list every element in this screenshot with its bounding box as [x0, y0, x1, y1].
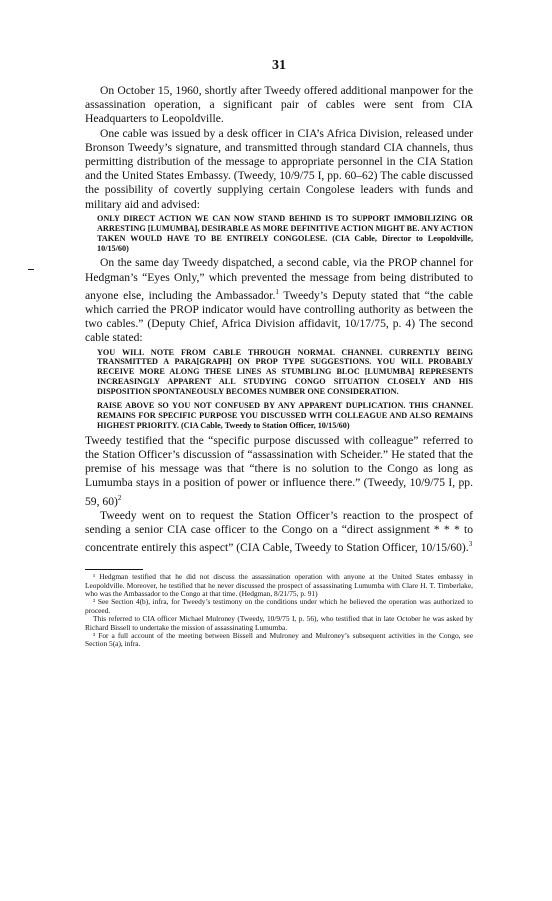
footnote-3: ³ For a full account of the meeting between Bissell and Mulroney and Mulroney’s subsequent activities in the Congo, see Section 5(a), infra. [85, 630, 473, 649]
paragraph-3-text-b: Tweedy’s Deputy stated that “the cable which carried the PROP indicator would have controlling authority as between the two cables.” (Deputy Chief, Africa Division affidavit, 10/17/75, p. 4) The second cable stated: [85, 288, 473, 345]
paragraph-3 [85, 256, 473, 345]
quote-1-citation: (CIA Cable, Director to Leopoldville, 10/15/60) [97, 233, 473, 253]
paragraph-5 [85, 509, 473, 555]
quote-1-text: ONLY DIRECT ACTION WE CAN NOW STAND BEHIND IS TO SUPPORT IMMOBILIZING OR ARRESTING [LUMUMBA], DESIRABLE AS MORE DEFINITIVE ACTION MIGHT BE. ANY ACTION TAKEN WOULD HAVE TO BE ENTIRELY CONGOLESE. [97, 213, 473, 243]
footnote-ref-3: 3 [468, 540, 473, 549]
paragraph-1: On October 15, 1960, shortly after Tweedy offered additional manpower for the assassination operation, a significant pair of cables were sent from CIA Headquarters to Leopoldville. [85, 84, 473, 126]
block-quote-3 [97, 401, 473, 431]
footnote-1: ¹ Hedgman testified that he did not discuss the assassination operation with anyone at the United States embassy in Leopoldville. Moreover, he testified that he never discussed the prospect of assassinating Lumumba with Clare H. T. Timberlake, who was the Ambassador to the Congo at that time. (Hedgman, 8/21/75, p. 91) [85, 572, 473, 598]
paragraph-4 [85, 434, 473, 509]
footnote-ref-1: 1 [275, 287, 279, 296]
paragraph-5-text: Tweedy went on to request the Station Officer’s reaction to the prospect of sending a senior CIA case officer to the Congo on a “direct assignment * * * to concentrate entirely this aspect” (CIA Cable, Tweedy to Station Officer, 10/15/60). [85, 508, 473, 554]
document-page [85, 58, 473, 649]
page-number: 31 [272, 58, 286, 73]
footnote-ref-2: 2 [117, 493, 122, 502]
margin-mark [28, 269, 34, 270]
quote-3-text: RAISE ABOVE SO YOU NOT CONFUSED BY ANY APPARENT DUPLICATION. THIS CHANNEL REMAINS FOR SPECIFIC PURPOSE YOU DISCUSSED WITH COLLEAGUE AND ALSO REMAINS HIGHEST PRIORITY. [97, 401, 473, 430]
paragraph-3-text-a: On the same day Tweedy dispatched, a second cable, via the PROP channel for Hedgman’s “Eyes Only,” which prevented the message from being distributed to anyone else, including the Ambassador. [85, 256, 473, 302]
block-quote-1 [97, 214, 473, 254]
footnote-divider [85, 569, 143, 570]
footnote-2-continued: This referred to CIA officer Michael Mulroney (Tweedy, 10/9/75 I, p. 56), who testified that in late October he was asked by Richard Bissell to undertake the mission of assassinating Lumumba. [85, 614, 473, 632]
paragraph-2: One cable was issued by a desk officer in CIA’s Africa Division, released under Bronson Tweedy’s signature, and transmitted through standard CIA channels, thus permitting distribution of the message to appropriate personnel in the CIA Station and the United States Embassy. (Tweedy, 10/9/75 I, pp. 60–62) The cable discussed the possibility of covertly supplying certain Congolese leaders with funds and military aid and advised: [85, 126, 473, 211]
footnote-2: ² See Section 4(b), infra, for Tweedy’s testimony on the conditions under which he believed the operation was authorized to proceed. [85, 597, 473, 615]
block-quote-2: YOU WILL NOTE FROM CABLE THROUGH NORMAL CHANNEL CURRENTLY BEING TRANSMITTED A PARA[GRAPH] ON PROP TYPE SUGGESTIONS. YOU WILL PROBABLY RECEIVE MORE ALONG THESE LINES AS STUMBLING BLOC [LUMUMBA] REPRESENTS INCREASINGLY APPARENT ALL STUDYING CONGO SITUATION CLOSELY AND HIS DISPOSITION SPONTANEOUSLY BECOMES NUMBER ONE CONSIDERATION. [97, 347, 473, 397]
paragraph-4-text: Tweedy testified that the “specific purpose discussed with colleague” referred to the Station Officer’s discussion of “assassination with Scheider.” He stated that the premise of his message was that “there is no solution to the Congo as long as Lumumba stays in a position of power or influence there.” (Tweedy, 10/9/75 I, pp. 59, 60) [85, 433, 473, 508]
quote-3-citation: (CIA Cable, Tweedy to Station Officer, 10/15/60) [180, 420, 350, 430]
